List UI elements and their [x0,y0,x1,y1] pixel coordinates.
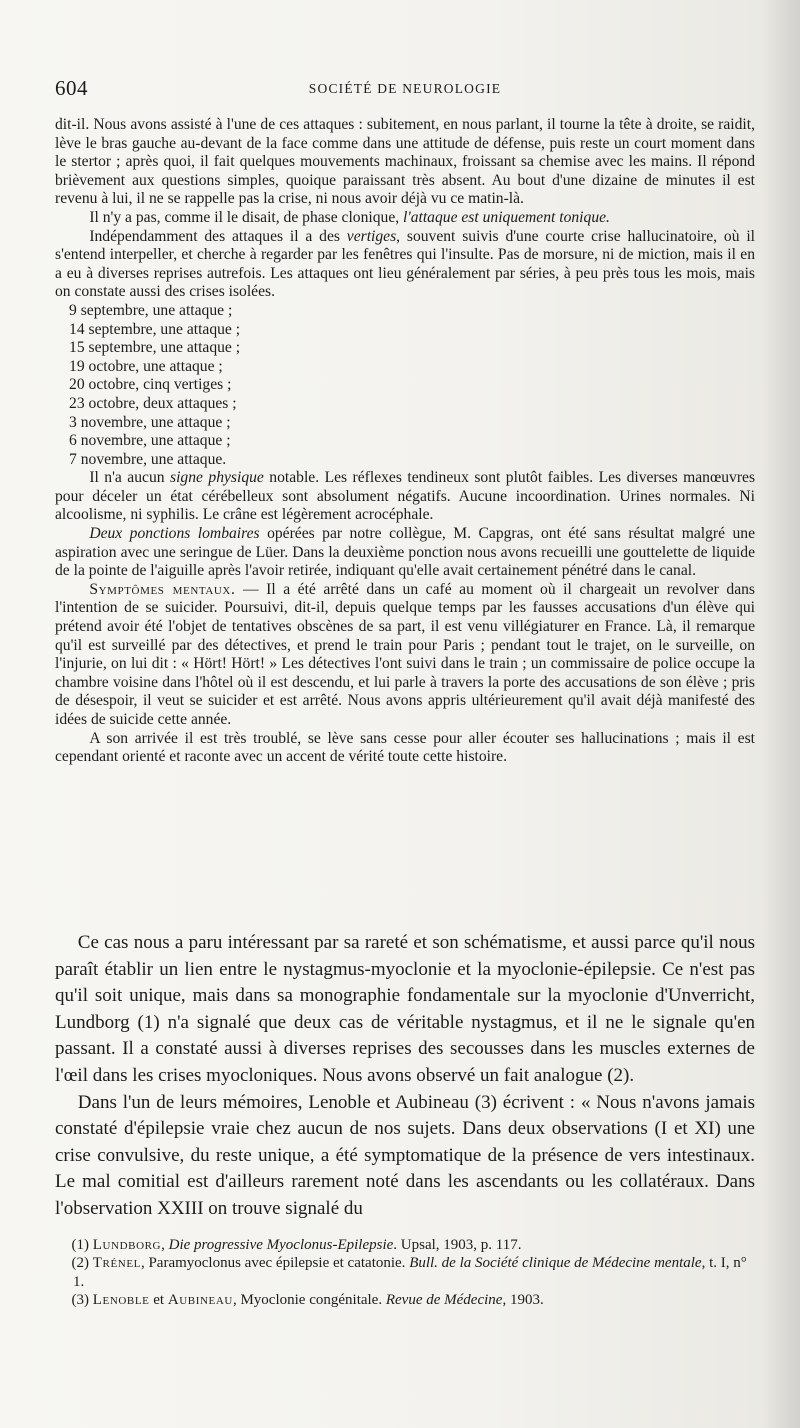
text-run: Indépendamment des attaques il a des [89,227,347,245]
emphasis: signe physique [170,469,264,487]
footnote-number: (1) [71,1237,93,1253]
paragraph: Ce cas nous a paru intéressant par sa rareté et son schématisme, et aussi parce qu'il nous paraît établir un lien entre le nystagmus-myoclonie et la myoclonie-épilepsie. Ce n'est pas qu'il soit unique, mais dans sa monographie fondamentale sur la myoclonie d'Unverricht, Lundborg (1) n'a signalé que deux cas de véritable nystagmus, et il ne le signale qu'en passant. Il a constaté aussi à diverses reprises des secousses dans les muscles externes de l'œil dans les crises myocloniques. Nous avons observé un fait analogue (2). [55,932,755,1086]
discussion-text [55,930,755,1223]
text-run: — Il a été arrêté dans un café au moment où il chargeait un revolver dans l'intention de se suicider. Poursuivi, dit-il, depuis quelque temps par les fausses accusations d'un élève qui prétend avoir été l'objet de tentatives obscènes de sa part, il est venu villégiaturer en France. Là, il remarque qu'il est surveillé par des détectives, et prend le train pour Paris ; pendant tout le trajet, on le surveille, on l'injurie, on lui dit : « Hört! Hört! » Les détectives l'ont suivi dans le train ; un commissaire de police occupe la chambre voisine dans l'hôtel où il est descendu, et lui parle à travers la porte des accusations de son élève ; pris de désespoir, il veut se suicider et est arrêté. Nous avons appris ultérieurement qu'il avait déjà manifesté des idées de suicide cette année. [55,580,755,728]
running-head: SOCIÉTÉ DE NEUROLOGIE [308,81,502,96]
emphasis: Deux ponctions lombaires [89,525,260,543]
text-run: , 1903. [502,1292,544,1309]
paragraph [55,469,755,525]
text-run: , [161,1237,169,1253]
footnote [55,1236,755,1254]
text-run: . Upsal, 1903, p. 117. [393,1237,522,1253]
footnotes [55,1236,755,1310]
work-title: Die progressive Myoclonus-Epilepsie [168,1237,394,1253]
paragraph: A son arrivée il est très troublé, se lève sans cesse pour aller écouter ses hallucinations ; mais il est cependant orienté et raconte avec un accent de vérité toute cette histoire. [55,729,755,766]
work-title: Revue de Médecine [385,1292,503,1309]
work-title: Bull. de la Société clinique de Médecine mentale [409,1255,702,1272]
page-number: 604 [55,76,88,100]
text-run: et [149,1292,168,1309]
emphasis: l'attaque est uniquement tonique. [403,208,610,226]
text-run: , souvent suivis d'une courte crise hallucinatoire, où il s'entend interpeller, et cherche à regarder par les fenêtres qui l'insulte. Pas de morsure, ni de miction, mais il en a eu à diverses reprises autrefois. Les attaques ont lieu généralement par séries, à peu près tous les mois, mais on constate aussi des crises isolées. [55,227,755,301]
footnote-number: (3) [71,1292,93,1309]
footnote-number: (2) [71,1255,93,1272]
emphasis: vertiges [346,227,397,245]
text-run: Il n'y a pas, comme il le disait, de phase clonique, [89,208,404,226]
list-item: 19 octobre, une attaque ; [69,357,223,375]
text-run: , Paramyoclonus avec épilepsie et catatonie. [140,1255,410,1272]
list-item: 23 octobre, deux attaques ; [69,394,237,412]
paragraph: Dans l'un de leurs mémoires, Lenoble et Aubineau (3) écrivent : « Nous n'avons jamais constaté d'épilepsie vraie chez aucun de nos sujets. Dans deux observations (I et XI) une crise convulsive, du reste unique, a été symptomatique de la présence de vers intestinaux. Le mal comitial est d'ailleurs rarement noté dans les ascendants ou les collatéraux. Dans l'observation XXIII on trouve signalé du [55,1091,755,1219]
page-header [55,76,755,106]
list-item: 9 septembre, une attaque ; [69,301,233,319]
list-item: 20 octobre, cinq vertiges ; [69,376,232,394]
list-item: 6 novembre, une attaque ; [69,432,231,450]
footnote [55,1291,755,1309]
list-item: 14 septembre, une attaque ; [69,320,241,338]
list-item: 15 septembre, une attaque ; [69,339,241,357]
paragraph: dit-il. Nous avons assisté à l'une de ces attaques : subitement, en nous parlant, il tourne la tête à droite, se raidit, lève le bras gauche au-devant de la face comme dans une attitude de défense, puis reste un court moment dans le stertor ; après quoi, il fait quelques mouvements machinaux, froissant sa chemise avec les mains. Il répond brièvement aux questions simples, quoique paraissant très absent. Au bout d'une dizaine de minutes il est revenu à lui, il ne se rappelle pas la crise, ni nous avoir déjà vu ce matin-là. [55,116,755,208]
text-run: , t. I, n° 1. [73,1255,747,1290]
paragraph [55,228,755,302]
list-item: 3 novembre, une attaque ; [69,413,231,431]
footnote [55,1254,755,1291]
author-name: Aubineau [167,1292,233,1309]
paragraph [55,581,755,730]
list-item: 7 novembre, une attaque. [69,450,227,468]
section-label: Symptômes mentaux. [89,580,236,598]
text-run: Il n'a aucun [89,469,171,487]
text-run: notable. Les réflexes tendineux sont plutôt faibles. Les diverses manœuvres pour déceler un état cérébelleux sont absolument négatifs. Aucune incoordination. Urines normales. Ni alcoolisme, ni syphilis. Le crâne est légèrement acrocéphale. [55,469,756,524]
text-run: opérées par notre collègue, M. Capgras, ont été sans résultat malgré une aspiration avec une seringue de Lüer. Dans la deuxième ponction nous avons recueilli une gouttelette de liquide de la pointe de l'aiguille après l'avoir retirée, indiquant qu'elle avait certainement pénétré dans le canal. [55,525,755,580]
paragraph [55,209,755,228]
case-observation-text [55,116,755,767]
paragraph [55,525,755,581]
author-name: Lundborg [92,1237,162,1253]
author-name: Trénel [92,1255,141,1272]
author-name: Lenoble [92,1292,150,1309]
page-edge-shadow [760,0,800,1428]
text-run: , Myoclonie congénitale. [232,1292,386,1309]
